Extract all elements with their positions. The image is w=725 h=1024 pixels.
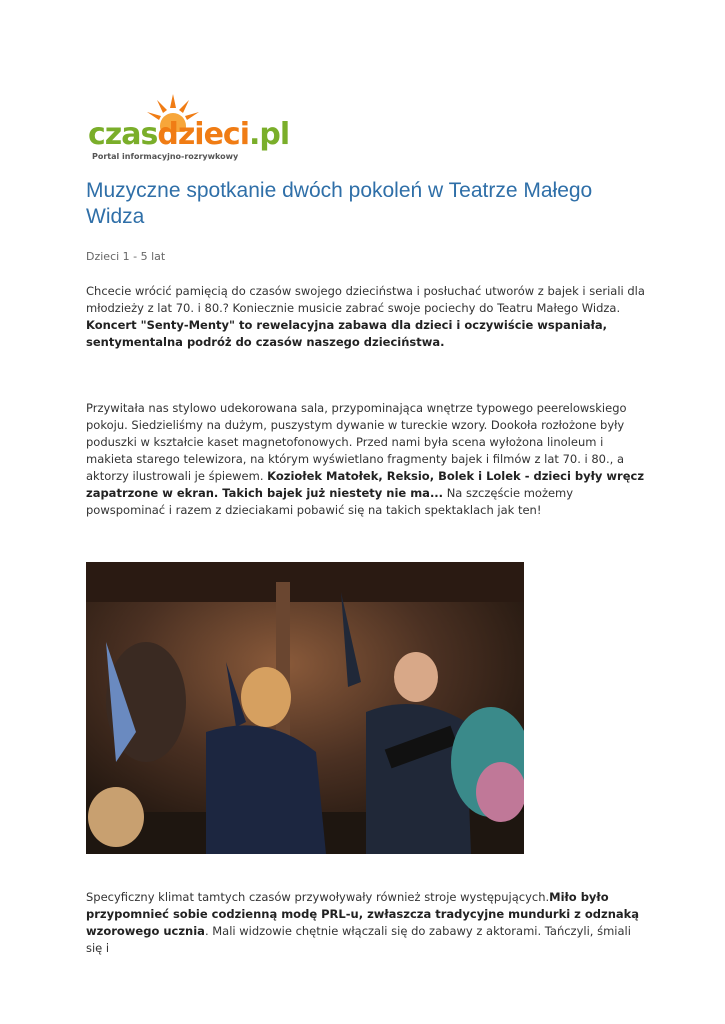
article-paragraph-3: Specyficzny klimat tamtych czasów przywoływały również stroje występujących.Miło było przypomnieć sobie codzienną modę PRL-u, zwłaszcza tradycyjne mundurki z odznaką wzorowego ucznia. Mali widzowie chętnie włączali się do zabawy z aktorami. Tańczyli, śmiali się i [86,890,640,955]
article-paragraph-1: Chcecie wrócić pamięcią do czasów swojego dzieciństwa i posłuchać utworów z bajek i seriali dla młodzieży z lat 70. i 80.? Koniecznie musicie zabrać swoje pociechy do Teatru Małego Widza. Koncert "Senty-Menty" to rewelacyjna zabawa dla dzieci i oczywiście wspaniała, sentymentalna podróż do czasów naszego dzieciństwa. [86,284,645,349]
concert-photo-image [86,562,524,854]
logo-tagline: Portal informacyjno-rozrywkowy [92,152,239,161]
logo-wordmark: czasdzieci.pl [88,117,290,152]
article-paragraph-2: Przywitała nas stylowo udekorowana sala, przypominająca wnętrze typowego peerelowskiego pokoju. Siedzieliśmy na dużym, puszystym dywanie w tureckie wzory. Dookoła rozłożone były poduszki w kształcie kaset magnetofonowych. Przed nami była scena wyłożona linoleum i makieta starego telewizora, na którym wyświetlano fragmenty bajek i filmów z lat 70. i 80., a aktorzy ilustrowali je śpiewem. Koziołek Matołek, Reksio, Bolek i Lolek - dzieci były wręcz zapatrzone w ekran. Takich bajek już niestety nie ma... Na szczęście możemy powspominać i razem z dzieciakami pobawić się na takich spektaklach jak ten! [86,401,645,517]
article-category: Dzieci 1 - 5 lat [86,250,166,263]
concert-photo [86,562,524,854]
article-title: Muzyczne spotkanie dwóch pokoleń w Teatrze Małego Widza [86,179,593,228]
site-logo[interactable] [88,92,290,167]
